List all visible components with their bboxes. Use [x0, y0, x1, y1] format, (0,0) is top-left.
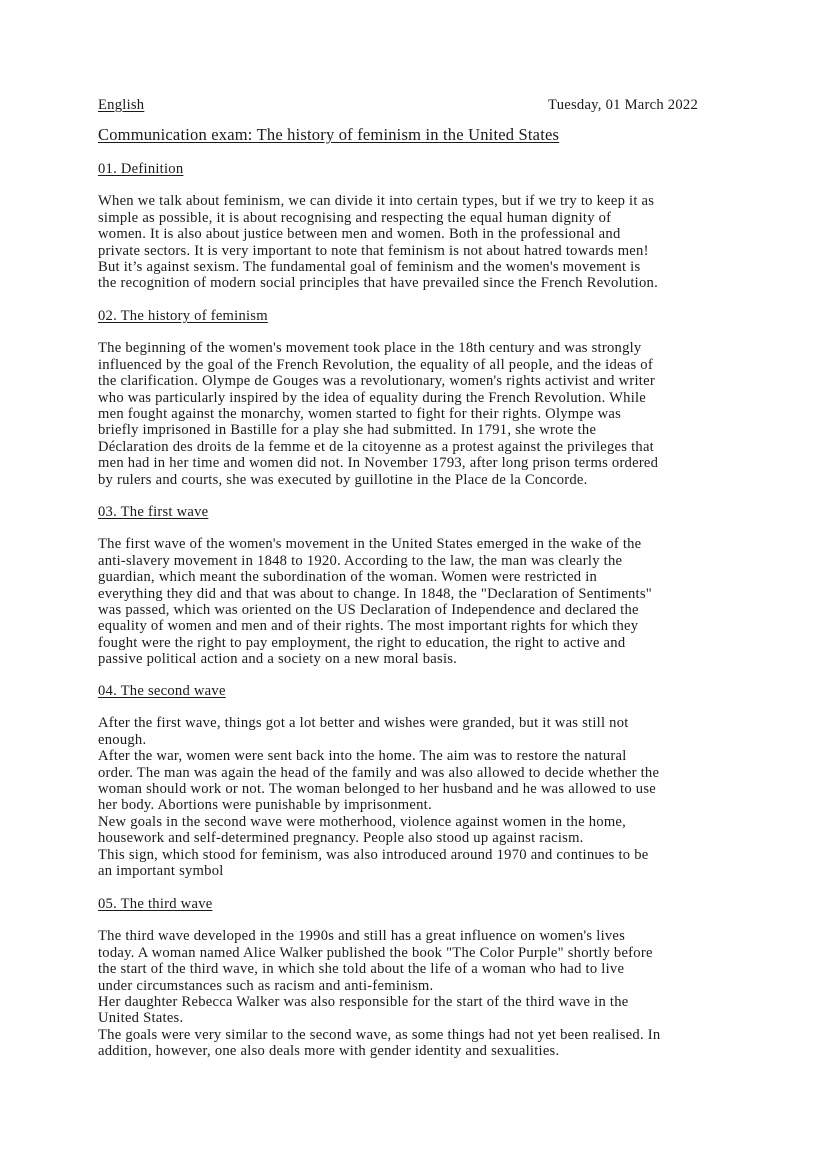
- paragraph-line: her body. Abortions were punishable by imprisonment.: [98, 797, 432, 814]
- paragraph-line: woman should work or not. The woman belonged to her husband and he was allowed to use: [98, 781, 657, 798]
- paragraph-line: order. The man was again the head of the family and was also allowed to decide whether the: [98, 764, 660, 781]
- section-heading: 04. The second wave: [98, 683, 226, 699]
- section-paragraph: [98, 340, 658, 488]
- section-paragraph: [98, 715, 659, 879]
- document-title: Communication exam: The history of feminism in the United States: [98, 125, 560, 144]
- paragraph-line: United States.: [98, 1010, 184, 1027]
- paragraph-line: enough.: [98, 731, 147, 748]
- paragraph-line: an important symbol: [98, 863, 224, 880]
- paragraph-line: Déclaration des droits de la femme et de la citoyenne as a protest against the privileges that: [98, 438, 654, 455]
- paragraph-line: The beginning of the women's movement took place in the 18th century and was strongly: [98, 340, 642, 357]
- section-heading: 01. Definition: [98, 161, 184, 177]
- section-third-wave: [98, 896, 660, 1060]
- paragraph-line: everything they did and that was about to change. In 1848, the "Declaration of Sentiments": [98, 585, 652, 602]
- section-second-wave: [98, 683, 659, 879]
- section-definition: [98, 161, 658, 292]
- paragraph-line: This sign, which stood for feminism, was also introduced around 1970 and continues to be: [98, 846, 649, 863]
- paragraph-line: When we talk about feminism, we can divide it into certain types, but if we try to keep it as: [98, 193, 655, 210]
- section-paragraph: [98, 193, 658, 291]
- section-heading: 03. The first wave: [98, 504, 209, 520]
- section-heading: 02. The history of feminism: [98, 308, 268, 324]
- paragraph-line: The goals were very similar to the second wave, as some things had not yet been realised. In: [98, 1026, 661, 1043]
- section-paragraph: [98, 928, 660, 1059]
- paragraph-line: the start of the third wave, in which she told about the life of a woman who had to live: [98, 961, 625, 978]
- paragraph-line: New goals in the second wave were motherhood, violence against women in the home,: [98, 813, 627, 830]
- paragraph-line: passive political action and a society on a new moral basis.: [98, 651, 458, 668]
- paragraph-line: Her daughter Rebecca Walker was also responsible for the start of the third wave in the: [98, 994, 629, 1011]
- section-history: [98, 308, 658, 488]
- paragraph-line: the clarification. Olympe de Gouges was a revolutionary, women's rights activist and writer: [98, 373, 655, 390]
- paragraph-line: equality of women and men and of their rights. The most important rights for which they: [98, 618, 639, 635]
- paragraph-line: fought were the right to pay employment, the right to education, the right to active and: [98, 634, 626, 651]
- paragraph-line: briefly imprisoned in Bastille for a play she had submitted. In 1791, she wrote the: [98, 422, 597, 439]
- paragraph-line: under circumstances such as racism and anti-feminism.: [98, 977, 434, 994]
- section-heading: 05. The third wave: [98, 896, 213, 912]
- paragraph-line: who was particularly inspired by the idea of equality during the French Revolution. While: [98, 389, 647, 406]
- paragraph-line: After the war, women were sent back into the home. The aim was to restore the natural: [98, 748, 627, 765]
- date-label: Tuesday, 01 March 2022: [548, 97, 698, 113]
- paragraph-line: private sectors. It is very important to note that feminism is not about hatred towards men!: [98, 242, 649, 259]
- paragraph-line: influenced by the goal of the French Revolution, the equality of all people, and the ideas of: [98, 356, 653, 373]
- paragraph-line: the recognition of modern social principles that have prevailed since the French Revolution.: [98, 275, 658, 292]
- subject-label: English: [98, 97, 145, 113]
- paragraph-line: simple as possible, it is about recognising and respecting the equal human dignity of: [98, 209, 612, 226]
- paragraph-line: The first wave of the women's movement in the United States emerged in the wake of the: [98, 536, 642, 553]
- paragraph-line: guardian, which meant the subordination of the woman. Women were restricted in: [98, 569, 598, 586]
- section-paragraph: [98, 536, 652, 667]
- section-first-wave: [98, 504, 652, 668]
- paragraph-line: men had in her time and women did not. In November 1793, after long prison terms ordered: [98, 455, 659, 472]
- paragraph-line: housework and self-determined pregnancy. People also stood up against racism.: [98, 830, 584, 847]
- paragraph-line: anti-slavery movement in 1848 to 1920. According to the law, the man was clearly the: [98, 552, 623, 569]
- paragraph-line: addition, however, one also deals more with gender identity and sexualities.: [98, 1043, 560, 1060]
- paragraph-line: The third wave developed in the 1990s and still has a great influence on women's lives: [98, 928, 626, 945]
- paragraph-line: But it’s against sexism. The fundamental goal of feminism and the women's movement is: [98, 259, 641, 276]
- paragraph-line: After the first wave, things got a lot better and wishes were granded, but it was still not: [98, 715, 629, 732]
- paragraph-line: women. It is also about justice between men and women. Both in the professional and: [98, 226, 621, 243]
- paragraph-line: by rulers and courts, she was executed by guillotine in the Place de la Concorde.: [98, 471, 588, 488]
- paragraph-line: was passed, which was oriented on the US Declaration of Independence and declared the: [98, 602, 639, 619]
- paragraph-line: today. A woman named Alice Walker published the book "The Color Purple" shortly before: [98, 944, 653, 961]
- paragraph-line: men fought against the monarchy, women started to fight for their rights. Olympe was: [98, 406, 622, 423]
